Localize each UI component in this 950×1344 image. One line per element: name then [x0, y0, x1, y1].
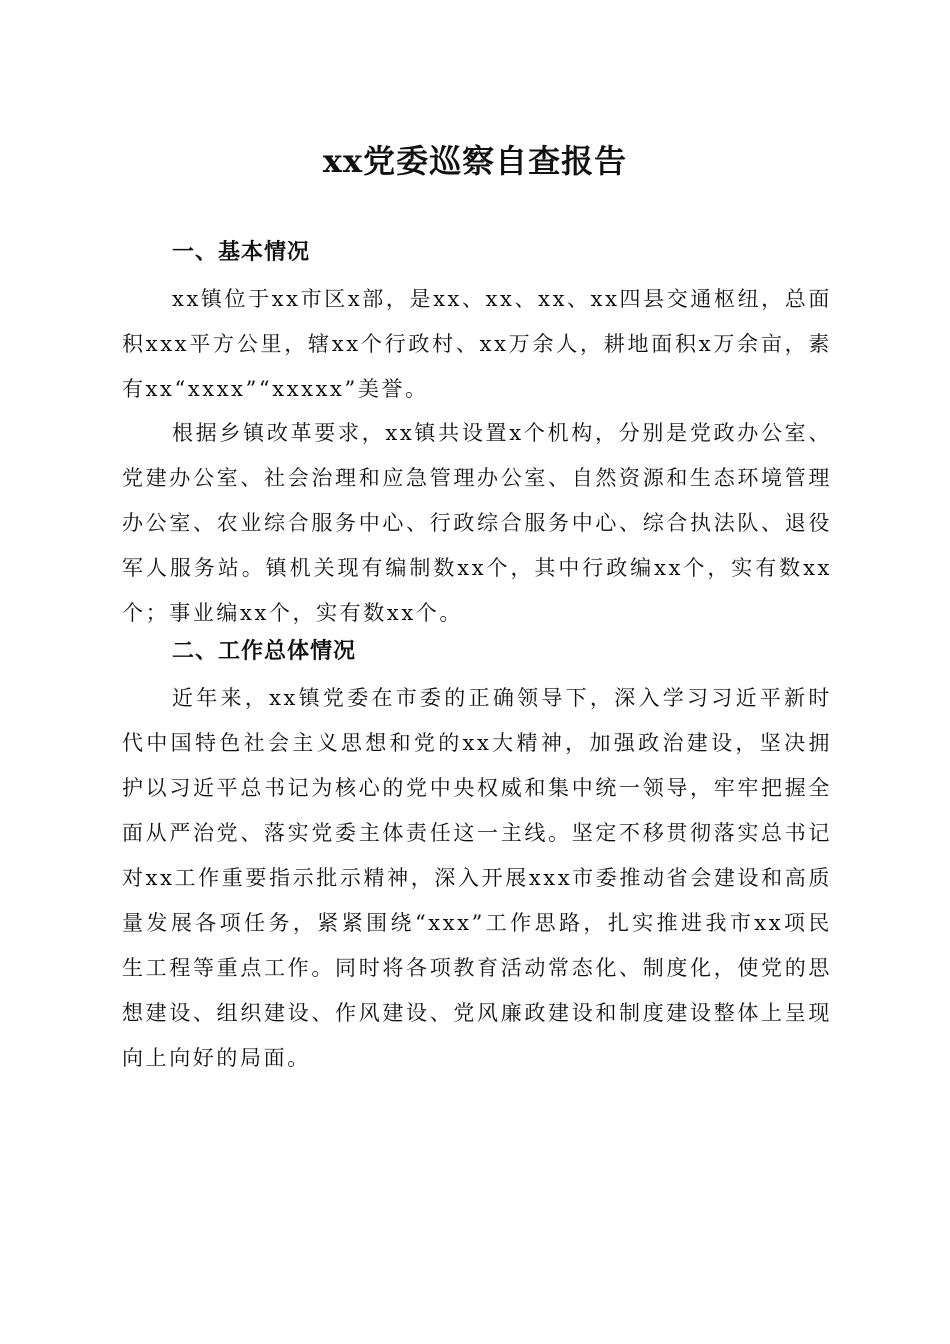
- section-heading-basic-situation: 一、基本情况: [172, 240, 311, 265]
- paragraph-town-overview: xx镇位于xx市区x部，是xx、xx、xx、xx四县交通枢纽，总面积xxx平方公里，辖xx个行政村、xx万余人，耕地面积x万余亩，素有xx“xxxx”“xxxxx”美誉。: [122, 287, 832, 401]
- paragraph-institutions: 根据乡镇改革要求，xx镇共设置x个机构，分别是党政办公室、党建办公室、社会治理和应急管理办公室、自然资源和生态环境管理办公室、农业综合服务中心、行政综合服务中心、综合执法队、退役军人服务站。镇机关现有编制数xx个，其中行政编xx个，实有数xx个；事业编xx个，实有数xx个。: [122, 421, 832, 625]
- document-title: xx党委巡察自查报告: [322, 142, 628, 180]
- section-heading-overall-work: 二、工作总体情况: [172, 639, 357, 664]
- paragraph-overall-work: 近年来，xx镇党委在市委的正确领导下，深入学习习近平新时代中国特色社会主义思想和党的xx大精神，加强政治建设，坚决拥护以习近平总书记为核心的党中央权威和集中统一领导，牢牢把握全面从严治党、落实党委主体责任这一主线。坚定不移贯彻落实总书记对xx工作重要指示批示精神，深入开展xxx市委推动省会建设和高质量发展各项任务，紧紧围绕“xxx”工作思路，扎实推进我市xx项民生工程等重点工作。同时将各项教育活动常态化、制度化，使党的思想建设、组织建设、作风建设、党风廉政建设和制度建设整体上呈现向上向好的局面。: [122, 686, 832, 1070]
